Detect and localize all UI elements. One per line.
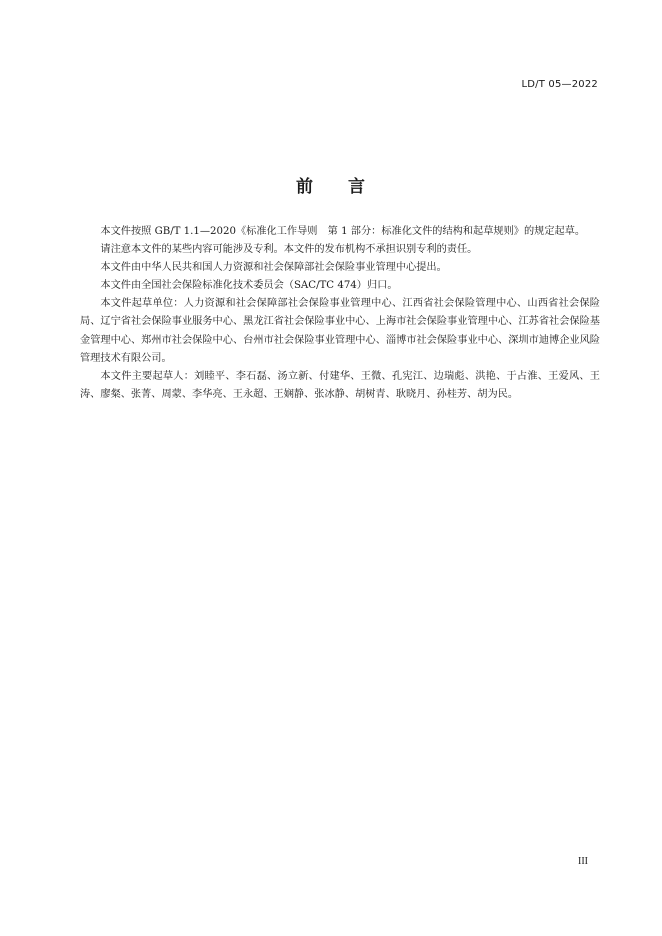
title-char-1: 前 [296,177,314,197]
paragraph-drafting-units: 本文件起草单位：人力资源和社会保障部社会保险事业管理中心、江西省社会保险管理中心、山西省社会保险局、辽宁省社会保险事业服务中心、黑龙江省社会保险事业中心、上海市社会保险事业管理中心、江苏省社会保险基金管理中心、郑州市社会保险中心、台州市社会保险事业管理中心、淄博市社会保险事业中心、深圳市迪博企业风险管理技术有限公司。 [80,298,600,364]
paragraph-centralized-by: 本文件由全国社会保险标准化技术委员会（SAC/TC 474）归口。 [100,280,398,292]
foreword-body [80,223,600,404]
paragraph-main-drafters: 本文件主要起草人：刘睦平、李石磊、汤立新、付建华、王微、孔宪江、边瑞彪、洪艳、于占淮、王爱风、王涛、廖粲、张菁、周蒙、李华亮、王永超、王娴静、张冰静、胡树青、耿晓月、孙桂芳、胡为民。 [80,370,600,400]
page-number: III [578,856,588,867]
title-char-2: 言 [348,177,366,197]
paragraph-proposed-by: 本文件由中华人民共和国人力资源和社会保障部社会保险事业管理中心提出。 [100,262,447,274]
paragraph-drafting-rules: 本文件按照 GB/T 1.1—2020《标准化工作导则 第 1 部分：标准化文件的结构和起草规则》的规定起草。 [100,226,586,237]
document-code: LD/T 05—2022 [521,79,598,90]
page-title [0,172,662,197]
paragraph-patent-notice: 请注意本文件的某些内容可能涉及专利。本文件的发布机构不承担识别专利的责任。 [100,244,478,256]
